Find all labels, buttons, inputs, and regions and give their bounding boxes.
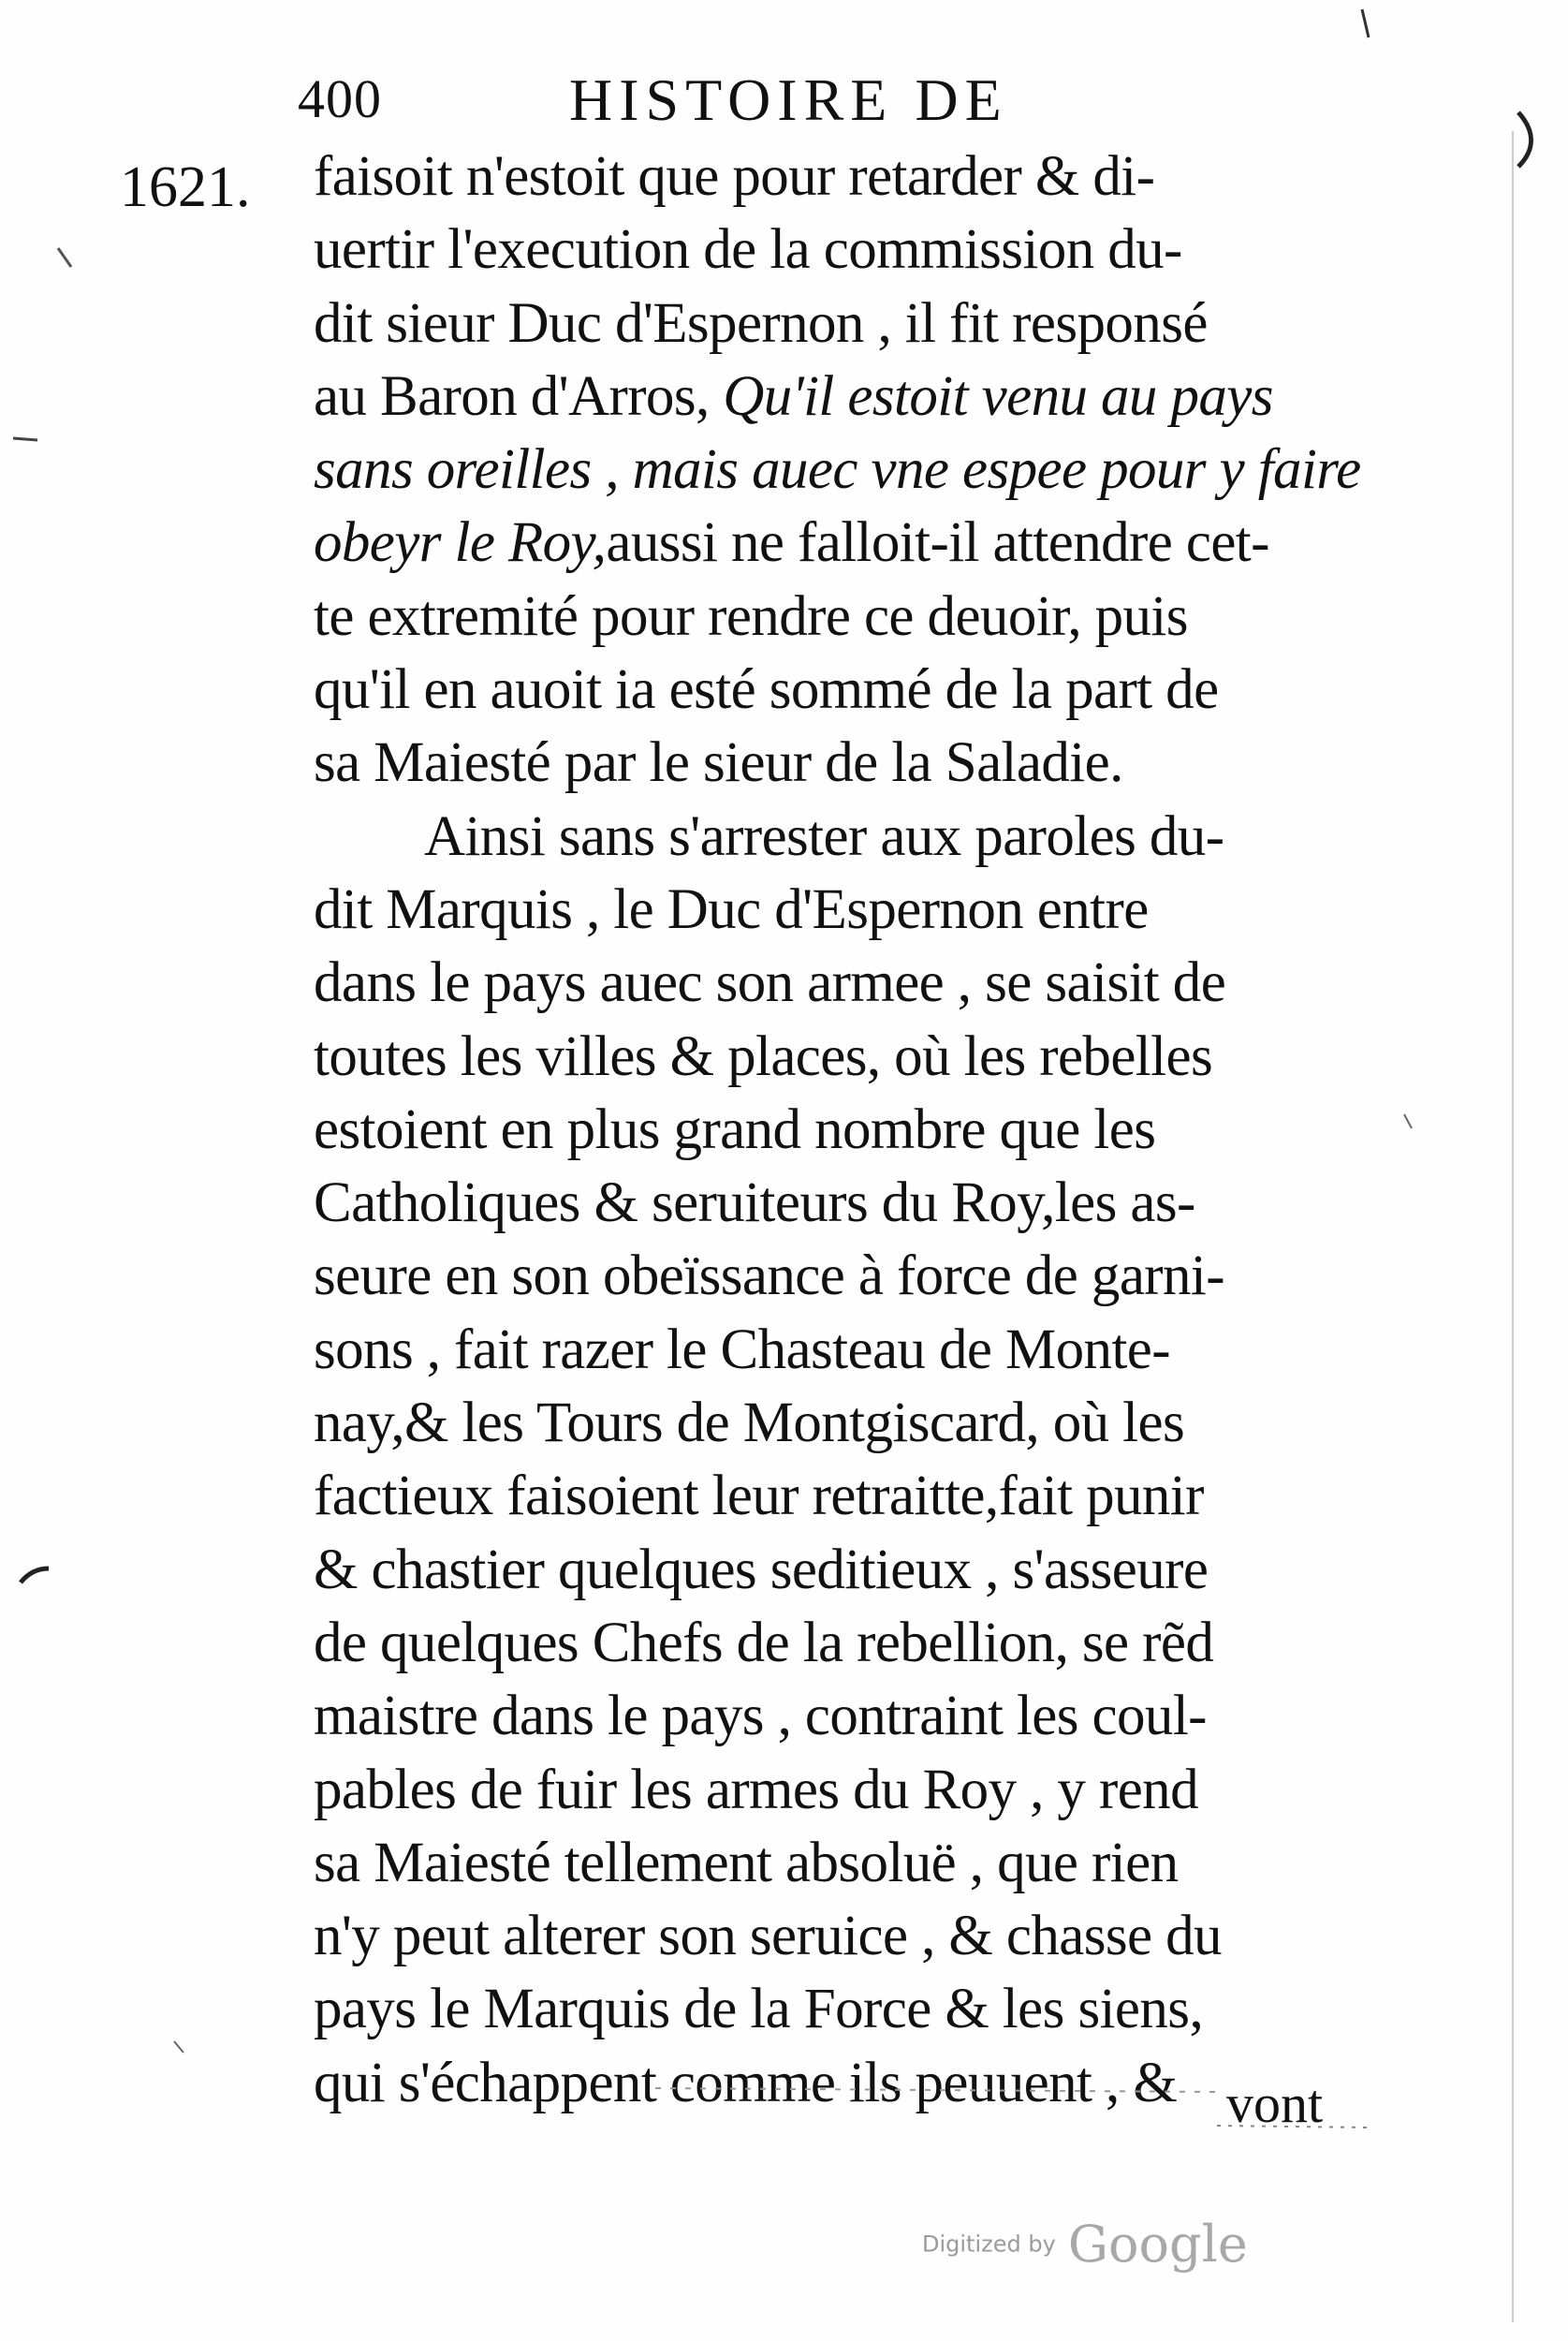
text-line	[314, 434, 1371, 507]
text-line	[314, 287, 1371, 361]
margin-year-note: 1621.	[120, 155, 251, 219]
text-segment: factieux faisoient leur retraitte,fait punir	[314, 1465, 1204, 1528]
text-line	[314, 1607, 1371, 1680]
page-number: 400	[298, 68, 382, 129]
text-segment: qui s'échappent comme ils peuuent , &	[314, 2051, 1178, 2114]
text-segment: sons , fait razer le Chasteau de Monte-	[314, 1318, 1170, 1381]
italic-segment: sans oreilles , mais auec vne espee pour y faire	[314, 438, 1361, 502]
body-text	[314, 140, 1371, 2120]
text-line	[314, 1314, 1371, 1387]
text-segment: pables de fuir les armes du Roy , y rend	[314, 1758, 1198, 1821]
text-segment: sa Maiesté par le sieur de la Saladie.	[314, 731, 1123, 795]
text-line	[314, 1240, 1371, 1313]
google-logo: Google	[1067, 2215, 1248, 2274]
text-segment: nay,& les Tours de Montgiscard, où les	[314, 1391, 1185, 1455]
text-segment: au Baron d'Arros,	[314, 364, 724, 428]
text-line	[314, 1094, 1371, 1167]
text-segment: sa Maiesté tellement absoluë , que rien	[314, 1831, 1179, 1894]
text-line	[314, 727, 1371, 800]
digitized-by-google-watermark	[922, 2215, 1248, 2280]
text-line	[314, 1167, 1371, 1240]
text-segment: faisoit n'estoit que pour retarder & di-	[314, 145, 1155, 208]
text-line	[314, 361, 1371, 434]
text-line	[314, 1021, 1371, 1094]
catchword: vont	[1226, 2073, 1324, 2134]
text-segment: aussi ne falloit-il attendre cet-	[606, 511, 1269, 575]
watermark-prefix: Digitized by	[922, 2231, 1056, 2258]
text-line	[314, 1900, 1371, 1973]
text-line	[314, 1534, 1371, 1607]
text-line	[314, 1973, 1371, 2046]
text-segment: te extremité pour rendre ce deuoir, puis	[314, 584, 1188, 648]
text-line	[314, 801, 1371, 874]
italic-segment: Qu'il estoit venu au pays	[723, 364, 1273, 428]
text-line	[314, 947, 1371, 1020]
text-segment: toutes les villes & places, où les rebelles	[314, 1024, 1213, 1088]
text-line	[314, 581, 1371, 654]
text-line	[314, 2047, 1371, 2120]
text-segment: Ainsi sans s'arrester aux paroles du-	[424, 804, 1224, 868]
text-segment: estoient en plus grand nombre que les	[314, 1097, 1156, 1161]
text-segment: n'y peut alterer son seruice , & chasse du	[314, 1905, 1222, 1968]
text-line	[314, 1460, 1371, 1533]
text-line	[314, 140, 1371, 213]
text-segment: Catholiques & seruiteurs du Roy,les as-	[314, 1171, 1195, 1235]
text-line	[314, 1387, 1371, 1460]
text-segment: dit Marquis , le Duc d'Espernon entre	[314, 877, 1149, 941]
text-line	[314, 874, 1371, 947]
text-segment: pays le Marquis de la Force & les siens,	[314, 1978, 1204, 2041]
italic-segment: obeyr le Roy,	[314, 511, 607, 575]
text-segment: de quelques Chefs de la rebellion, se rẽd	[314, 1611, 1214, 1674]
text-segment: seure en son obeïssance à force de garni-	[314, 1244, 1224, 1308]
text-segment: maistre dans le pays , contraint les coul-	[314, 1685, 1207, 1748]
text-segment: qu'il en auoit ia esté sommé de la part de	[314, 658, 1219, 722]
text-segment: uertir l'execution de la commission du-	[314, 218, 1182, 282]
text-segment: dans le pays auec son armee , se saisit de	[314, 951, 1226, 1015]
text-segment: dit sieur Duc d'Espernon , il fit responsé	[314, 291, 1208, 355]
text-line	[314, 654, 1371, 727]
page-header	[298, 58, 1178, 152]
text-line	[314, 213, 1371, 287]
text-line	[314, 1827, 1371, 1900]
text-segment: & chastier quelques seditieux , s'asseure	[314, 1538, 1209, 1601]
running-title: HISTOIRE DE	[569, 66, 1008, 133]
text-line	[314, 1680, 1371, 1753]
text-line	[314, 507, 1371, 580]
text-line	[314, 1754, 1371, 1827]
